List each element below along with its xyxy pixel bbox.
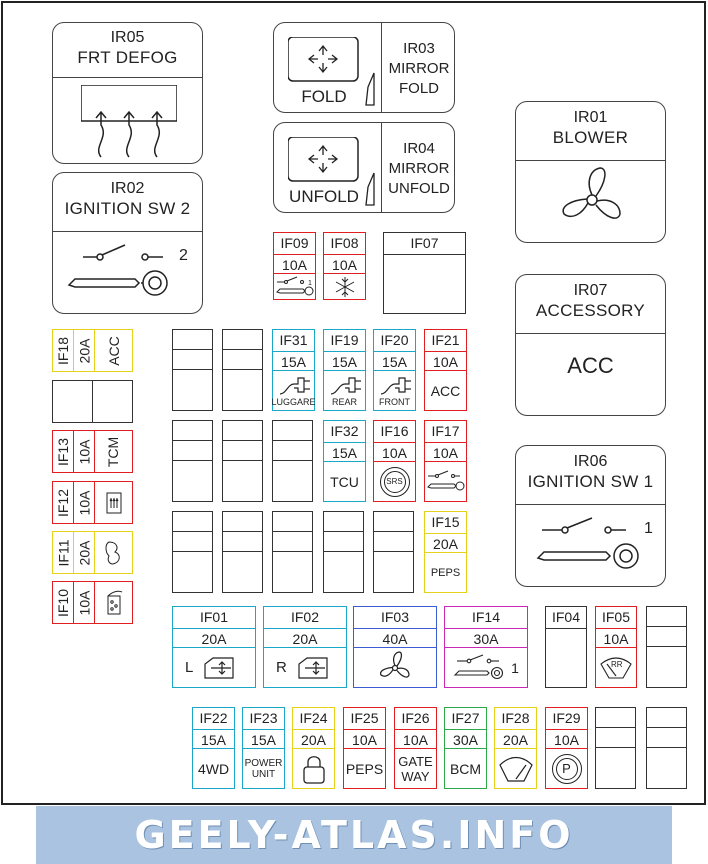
fuse-code: IF22 [199, 710, 228, 726]
fuse-code: IF18 [55, 336, 72, 365]
fuse-if28 [494, 707, 537, 789]
fuse-code: IF14 [471, 609, 500, 625]
relay-ir01 [515, 101, 666, 243]
fuse-amp: 20A [173, 628, 255, 648]
fuse-label: LUGGARE [271, 397, 316, 407]
relay-name: FOLD [398, 80, 439, 97]
fuse-if26 [394, 707, 437, 789]
fuse-amp: 20A [76, 540, 93, 565]
fuse-label: PEPS [345, 760, 384, 777]
fuse-amp: 15A [243, 729, 284, 749]
fuse-amp: 10A [425, 351, 466, 371]
fuse-label: TCM [105, 436, 122, 467]
watermark-text: GEELY-ATLAS.INFO [134, 813, 574, 857]
fuse-if15 [424, 511, 467, 593]
blower-fan-icon [556, 164, 628, 236]
blank-slot [222, 511, 263, 593]
fuse-label: FRONT [379, 397, 410, 407]
blank-slot [52, 380, 133, 423]
fuse-code: IF05 [601, 609, 630, 625]
fuse-label: R [276, 659, 287, 676]
fuse-amp: 15A [273, 351, 314, 371]
relay-ir02 [52, 172, 203, 314]
fuse-amp: 20A [495, 729, 536, 749]
fuse-if09 [273, 232, 316, 300]
fuse-if12 [52, 481, 133, 524]
fuse-if13 [52, 430, 133, 473]
fuse-code: IF17 [431, 423, 460, 439]
fuse-code: IF13 [55, 437, 72, 466]
fuse-if29 [545, 707, 588, 789]
fuse-if22 [192, 707, 235, 789]
blank-slot [646, 606, 687, 688]
blank-slot [272, 511, 313, 593]
fuse-label: RR [611, 659, 623, 669]
relay-code: IR03 [403, 40, 435, 57]
fuse-if20 [373, 329, 416, 411]
fuse-if03 [353, 606, 437, 688]
fuse-if18 [52, 329, 133, 372]
blank-slot [323, 511, 364, 593]
fuse-amp: 10A [425, 442, 466, 462]
fuse-label: GATE [398, 753, 433, 769]
svg-text:1: 1 [307, 279, 312, 287]
fuse-label: POWER [244, 757, 283, 769]
fuse-code: IF28 [501, 710, 530, 726]
relay-code: IR07 [573, 282, 608, 299]
fuse-if02 [263, 606, 347, 688]
relay-code: IR04 [403, 140, 435, 157]
fuse-code: IF20 [380, 332, 409, 348]
power-socket-icon [102, 588, 126, 618]
fuse-code: IF24 [299, 710, 328, 726]
blower-fan-icon [377, 650, 413, 686]
fuse-code: IF31 [279, 332, 308, 348]
fuse-label: ACC [430, 382, 461, 399]
fuse-label: L [185, 659, 194, 676]
lock-icon [301, 753, 327, 785]
fuse-amp: 10A [395, 729, 436, 749]
power-plug-icon [377, 374, 413, 398]
ignition-key-icon [534, 512, 644, 582]
relay-code: IR05 [110, 29, 145, 46]
defog-icon [81, 85, 177, 161]
fuse-label: PEPS [430, 566, 461, 579]
fuse-code: IF26 [401, 710, 430, 726]
snowflake-icon [334, 276, 356, 298]
wiper-icon [599, 656, 633, 680]
fuse-label: WAY [401, 768, 430, 784]
relay-name: IGNITION SW 2 [64, 199, 191, 218]
switch-icon [426, 470, 466, 494]
fuse-if14 [444, 606, 528, 688]
blank-slot [172, 511, 213, 593]
fuse-amp: 15A [324, 351, 365, 371]
fuse-code: IF27 [451, 710, 480, 726]
fuse-amp: 10A [374, 442, 415, 462]
fuse-label: BCM [449, 760, 482, 777]
relay-name: IGNITION SW 1 [527, 472, 654, 491]
relay-terminal-number: 1 [644, 520, 653, 537]
relay-name: FRT DEFOG [77, 48, 178, 67]
relay-ir04 [273, 122, 455, 213]
fuse-code: IF03 [380, 609, 409, 625]
fuse-amp: 10A [596, 628, 636, 648]
blank-slot [646, 707, 687, 789]
fuse-amp: 20A [76, 338, 93, 363]
ignition-key-icon [453, 654, 509, 682]
fuse-amp: 10A [546, 729, 587, 749]
relay-name: ACCESSORY [535, 301, 646, 320]
fuse-if19 [323, 329, 366, 411]
fuse-label: TCU [330, 473, 359, 490]
fuse-if25 [343, 707, 386, 789]
fuse-code: IF01 [199, 609, 228, 625]
fuse-amp: 10A [274, 254, 315, 274]
fuse-if27 [444, 707, 487, 789]
power-plug-icon [327, 374, 363, 398]
fuse-label: 4WD [197, 760, 230, 777]
fuse-if04 [545, 606, 587, 688]
fuse-if24 [292, 707, 335, 789]
fuse-if23 [242, 707, 285, 789]
relay-terminal-number: 2 [179, 247, 188, 264]
relay-label: FOLD [301, 87, 347, 106]
fuse-label: REAR [331, 397, 357, 407]
fuse-amp: 10A [76, 590, 93, 615]
fuse-terminal-number: 1 [511, 659, 519, 676]
blank-slot [222, 420, 263, 502]
fuse-code: IF04 [551, 609, 580, 625]
fuse-amp: 30A [445, 628, 527, 648]
fuse-amp: 15A [374, 351, 415, 371]
fuse-code: IF12 [55, 488, 72, 517]
fuse-code: IF25 [350, 710, 379, 726]
fuse-code: IF02 [290, 609, 319, 625]
fuse-code: IF16 [380, 423, 409, 439]
blank-slot [172, 420, 213, 502]
blank-slot [272, 420, 313, 502]
fuse-amp: 40A [354, 628, 436, 648]
fuse-label: UNIT [251, 768, 276, 780]
relay-name: BLOWER [552, 128, 629, 147]
relay-code: IR02 [110, 180, 145, 197]
fuse-label: ACC [105, 335, 122, 366]
fuse-amp: 15A [324, 442, 365, 462]
relay-ir07 [515, 274, 666, 416]
fuse-if01 [172, 606, 256, 688]
fuse-amp: 30A [445, 729, 486, 749]
fuse-amp: 20A [293, 729, 334, 749]
fuse-amp: 10A [344, 729, 385, 749]
fuse-code: IF19 [330, 332, 359, 348]
fuse-if10 [52, 581, 133, 624]
fuse-code: IF21 [431, 332, 460, 348]
blank-slot [373, 511, 414, 593]
fuse-amp: 15A [193, 729, 234, 749]
fuse-if11 [52, 531, 133, 574]
mirror-adjust-icon [103, 538, 125, 568]
relay-label: UNFOLD [289, 187, 359, 206]
power-plug-icon [276, 374, 312, 398]
relay-name: MIRROR [388, 60, 450, 77]
fuse-amp: 10A [324, 254, 365, 274]
fuse-if32 [323, 420, 366, 502]
blank-slot [595, 707, 636, 789]
blank-slot [222, 329, 263, 411]
relay-ir05 [52, 22, 203, 164]
fuse-if21 [424, 329, 467, 411]
relay-name: UNFOLD [388, 180, 450, 197]
watermark-banner [36, 806, 672, 864]
fuse-code: IF09 [280, 235, 309, 251]
relay-body-label: ACC [567, 353, 614, 378]
fuse-if05 [595, 606, 637, 688]
fuse-amp: 10A [76, 490, 93, 515]
fuse-code: IF07 [410, 235, 439, 251]
fuse-label: SRS [386, 477, 403, 486]
fuse-code: IF29 [552, 710, 581, 726]
fuse-code: IF11 [55, 539, 72, 566]
fuse-amp: 20A [264, 628, 346, 648]
relay-code: IR06 [573, 453, 608, 470]
relay-name: MIRROR [388, 160, 450, 177]
relay-ir06 [515, 445, 666, 587]
fuse-label: P [562, 761, 571, 776]
fuse-amp: 20A [425, 533, 466, 553]
fuse-code: IF32 [330, 423, 359, 439]
blank-slot [172, 329, 213, 411]
relay-ir03 [273, 22, 455, 113]
window-lift-icon [203, 656, 235, 680]
wiper-icon [498, 755, 534, 783]
fuse-if17 [424, 420, 467, 502]
switch-icon [275, 276, 315, 298]
fuse-if07 [383, 232, 466, 314]
window-lift-icon [297, 656, 329, 680]
relay-code: IR01 [573, 109, 608, 126]
fuse-if31 [272, 329, 315, 411]
fuse-if08 [323, 232, 366, 300]
washer-icon [103, 490, 125, 516]
parking-brake-icon [552, 754, 582, 784]
fuse-amp: 10A [76, 439, 93, 464]
srs-icon [380, 467, 410, 497]
ignition-key-icon [65, 237, 175, 307]
fuse-code: IF08 [330, 235, 359, 251]
fuse-code: IF23 [249, 710, 278, 726]
fuse-if16 [373, 420, 416, 502]
fuse-code: IF15 [431, 514, 460, 530]
fuse-code: IF10 [55, 588, 72, 617]
